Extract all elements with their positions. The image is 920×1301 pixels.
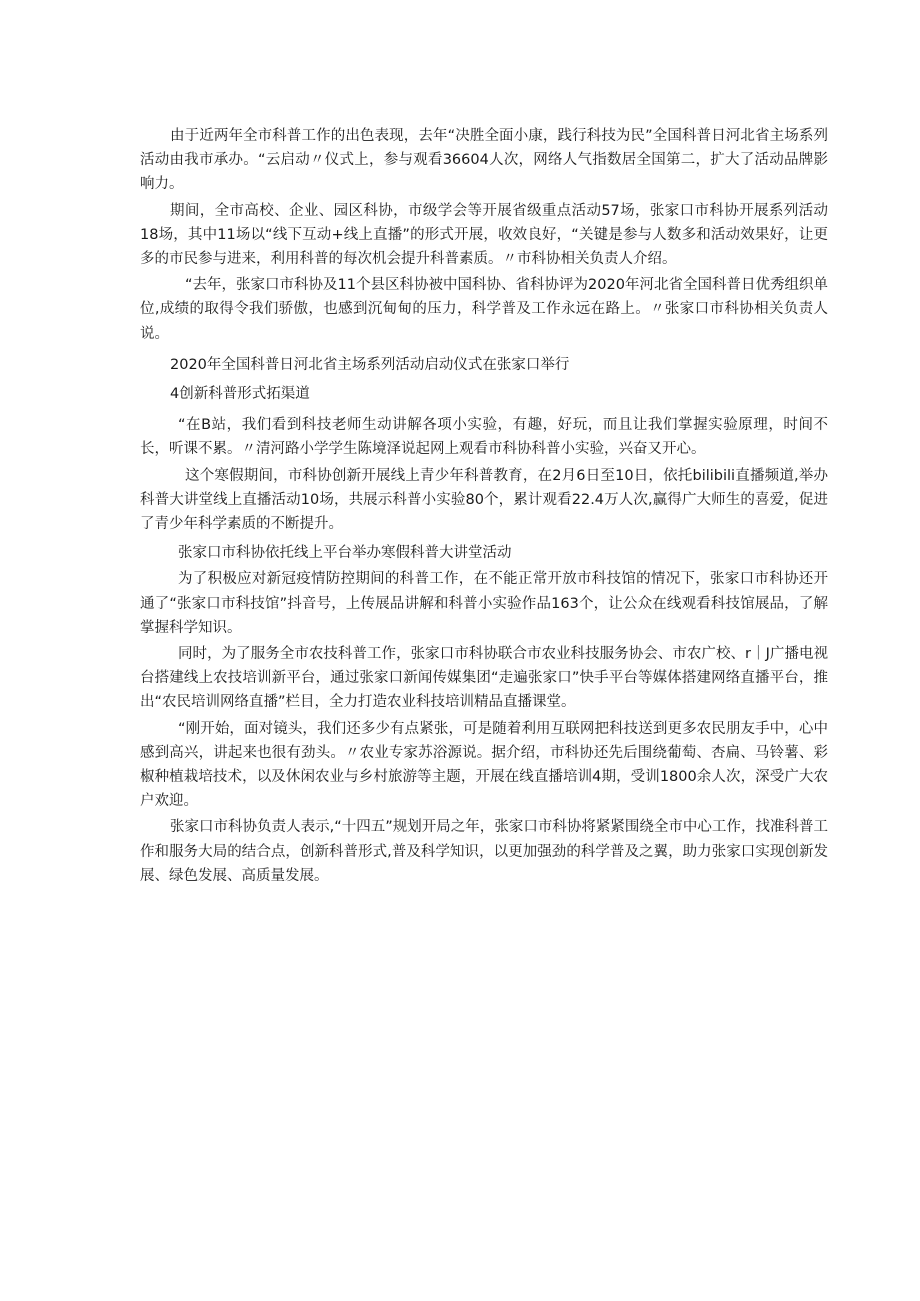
article-body [140,124,828,888]
paragraph: 张家口市科协负责人表示,“十四五”规划开局之年，张家口市科协将紧紧围绕全市中心工作，找准科普工作和服务大局的结合点，创新科普形式,普及科学知识，以更加强劲的科学普及之翼，助力张家口实现创新发展、绿色发展、高质量发展。 [140,819,828,884]
paragraph: 期间，全市高校、企业、园区科协，市级学会等开展省级重点活动57场，张家口市科协开展系列活动18场，其中11场以“线下互动+线上直播”的形式开展，收效良好，“关键是参与人数多和活动效果好，让更多的市民参与进来，利用科普的每次机会提升科普素质。〃市科协相关负责人介绍。 [140,202,828,268]
paragraph: 为了积极应对新冠疫情防控期间的科普工作，在不能正常开放市科技馆的情况下，张家口市科协还开通了“张家口市科技馆”抖音号，上传展品讲解和科普小实验作品163个，让公众在线观看科技馆展品，了解掌握科学知识。 [140,571,828,636]
paragraph: “刚开始，面对镜头，我们还多少有点紧张，可是随着利用互联网把科技送到更多农民朋友手中，心中感到高兴，讲起来也很有劲头。〃农业专家苏浴源说。据介绍，市科协还先后围绕葡萄、杏扁、马铃薯、彩椒种植栽培技术，以及休闲农业与乡村旅游等主题，开展在线直播培训4期，受训1800余人次，深受广大农户欢迎。 [140,720,828,810]
paragraph: 由于近两年全市科普工作的出色表现，去年“决胜全面小康，践行科技为民”全国科普日河北省主场系列活动由我市承办。“云启动〃仪式上，参与观看36604人次，网络人气指数居全国第二，扩大了活动品牌影响力。 [140,128,828,193]
paragraph: 这个寒假期间，市科协创新开展线上青少年科普教育，在2月6日至10日，依托bilibili直播频道,举办科普大讲堂线上直播活动10场，共展示科普小实验80个，累计观看22.4万人次,赢得广大师生的喜爱，促进了青少年科学素质的不断提升。 [140,467,828,533]
image-caption: 张家口市科协依托线上平台举办寒假科普大讲堂活动 [178,545,512,562]
image-caption: 2020年全国科普日河北省主场系列活动启动仪式在张家口举行 [170,356,570,373]
paragraph: “在B站，我们看到科技老师生动讲解各项小实验，有趣，好玩，而且让我们掌握实验原理，时间不长，听课不累。〃清河路小学学生陈境泽说起网上观看市科协科普小实验，兴奋又开心。 [140,417,828,458]
paragraph: 同时，为了服务全市农技科普工作，张家口市科协联合市农业科技服务协会、市农广校、r｜J广播电视台搭建线上农技培训新平台，通过张家口新闻传媒集团“走遍张家口”快手平台等媒体搭建网络直播平台，推出“农民培训网络直播”栏目，全力打造农业科技培训精品直播课堂。 [140,646,828,711]
paragraph: “去年，张家口市科协及11个县区科协被中国科协、省科协评为2020年河北省全国科普日优秀组织单位,成绩的取得令我们骄傲，也感到沉甸甸的压力，科学普及工作永远在路上。〃张家口市科协相关负责人说。 [140,277,828,342]
section-heading: 4创新科普形式拓渠道 [170,386,310,403]
